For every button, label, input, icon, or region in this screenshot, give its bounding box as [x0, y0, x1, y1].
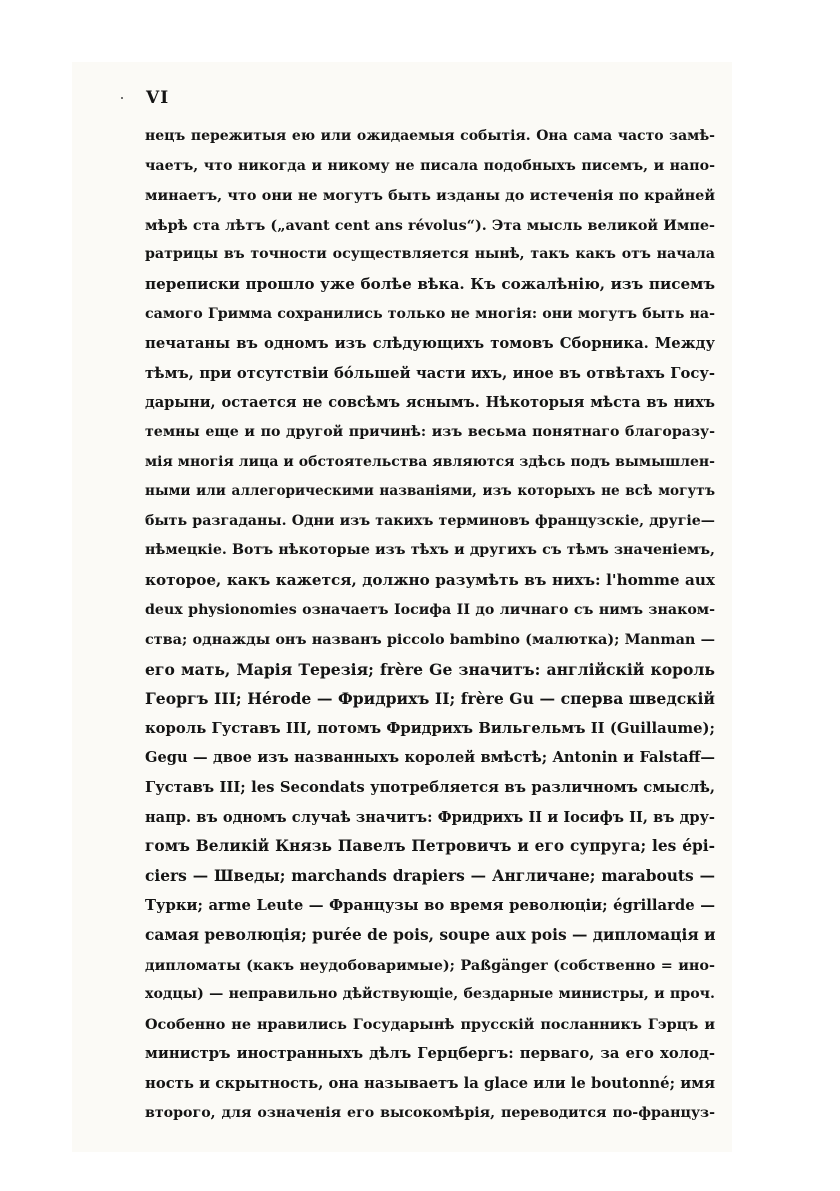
text-line: гомъ Великій Князь Павелъ Петровичъ и его супруга; les épi-	[145, 837, 715, 856]
text-line: ciers — Шведы; marchands drapiers — Англичане; marabouts —	[145, 866, 715, 885]
text-line: ходцы) — неправильно дѣйствующіе, бездарные министры, и проч.	[145, 986, 715, 1003]
text-line: второго, для означенія его высокомѣрія, переводится по-француз-	[145, 1104, 715, 1121]
text-line: ратрицы въ точности осуществляется нынѣ, такъ какъ отъ начала	[145, 246, 715, 263]
text-line: нѣмецкіе. Вотъ нѣкоторые изъ тѣхъ и другихъ съ тѣмъ значеніемъ,	[145, 542, 715, 559]
text-line: которое, какъ кажется, должно разумѣть въ нихъ: l'homme aux	[145, 570, 715, 589]
text-line: напр. въ одномъ случаѣ значитъ: Фридрихъ II и Іосифъ II, въ дру-	[145, 808, 715, 826]
text-line: его мать, Марія Терезія; frère Ge значитъ: англійскій король	[145, 659, 715, 679]
text-line: ства; однажды онъ названъ piccolo bambino (малютка); Manman —	[145, 631, 715, 649]
text-line: мѣрѣ ста лѣтъ („avant cent ans révolus“). Эта мысль великой Импе-	[145, 216, 715, 234]
text-line: Особенно не нравились Государынѣ прусскій посланникъ Гэрцъ и	[145, 1015, 715, 1033]
text-line: Георгъ III; Hérode — Фридрихъ II; frère Gu — сперва шведскій	[145, 689, 715, 709]
text-line: быть разгаданы. Одни изъ такихъ терминовъ французскіе, другіе—	[145, 512, 715, 529]
text-line: ность и скрытность, она называетъ la glace или le boutonné; имя	[145, 1075, 715, 1092]
text-line: Густавъ III; les Secondats употребляется въ различномъ смыслѣ,	[145, 779, 715, 797]
text-line: дипломаты (какъ неудобоваримые); Paßgänger (собственно = ино-	[145, 956, 715, 974]
margin-mark	[121, 97, 123, 99]
body-text	[145, 122, 715, 1128]
text-line: тѣмъ, при отсутствіи бóльшей части ихъ, иное въ отвѣтахъ Госу-	[145, 364, 715, 382]
text-line: минаетъ, что они не могутъ быть изданы до истеченія по крайней	[145, 187, 715, 205]
text-line: самого Гримма сохранились только не многія: они могутъ быть на-	[145, 305, 715, 322]
text-line: министръ иностранныхъ дѣлъ Герцбергъ: перваго, за его холод-	[145, 1045, 715, 1063]
text-line: темны еще и по другой причинѣ: изъ весьма понятнаго благоразу-	[145, 423, 715, 440]
text-line: переписки прошло уже болѣе вѣка. Къ сожалѣнію, изъ писемъ	[145, 274, 715, 293]
text-line: король Густавъ III, потомъ Фридрихъ Вильгельмъ II (Guillaume);	[145, 719, 715, 737]
text-line: нецъ пережитыя ею или ожидаемыя событія. Она сама часто замѣ-	[145, 128, 715, 144]
text-line: ными или аллегорическими названіями, изъ которыхъ не всѣ могутъ	[145, 483, 715, 500]
text-line: Gegu — двое изъ названныхъ королей вмѣстѣ; Antonin и Falstaff—	[145, 749, 715, 767]
text-line: deux physionomies означаетъ Іосифа II до личнаго съ нимъ знаком-	[145, 601, 715, 618]
text-line: Турки; arme Leute — Французы во время революціи; égrillarde —	[145, 897, 715, 915]
text-line: печатаны въ одномъ изъ слѣдующихъ томовъ Сборника. Между	[145, 335, 715, 353]
text-line: чаетъ, что никогда и никому не писала подобныхъ писемъ, и напо-	[145, 157, 715, 174]
text-line: мія многія лица и обстоятельства являются здѣсь подъ вымышлен-	[145, 453, 715, 470]
text-line: дарыни, остается не совсѣмъ яснымъ. Нѣкоторыя мѣста въ нихъ	[145, 394, 715, 412]
text-line: самая революція; purée de pois, soupe aux pois — дипломація и	[145, 926, 716, 945]
page-number: VI	[146, 88, 170, 108]
